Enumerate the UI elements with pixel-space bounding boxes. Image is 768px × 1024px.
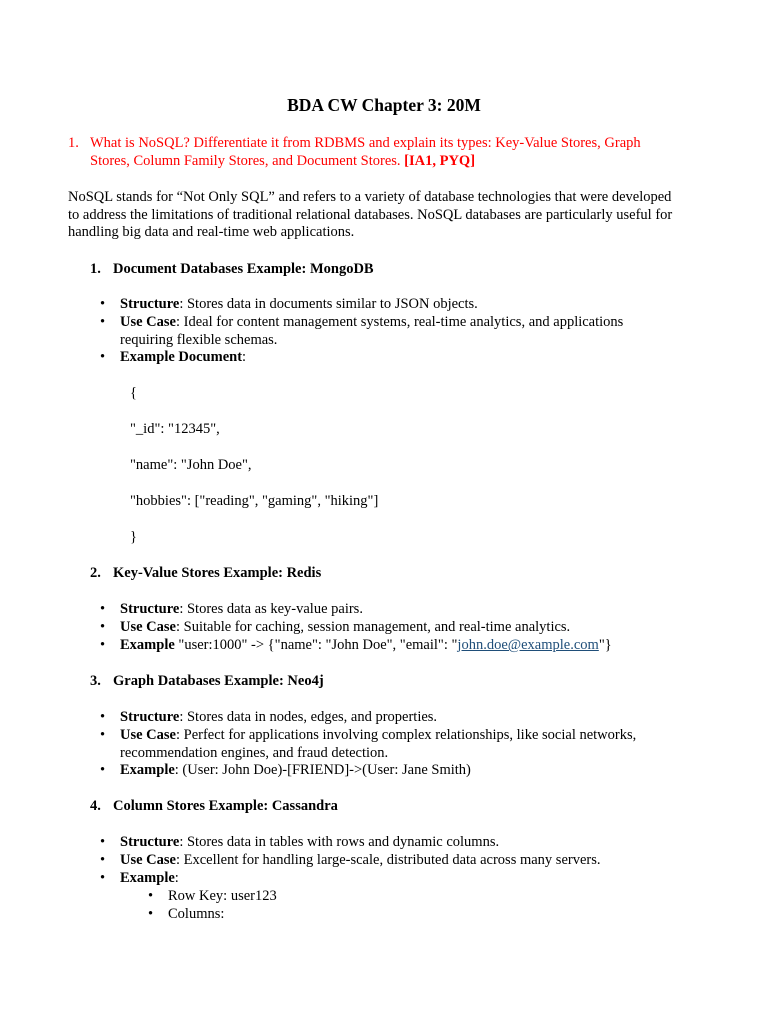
section-number: 3. [90,673,101,689]
bullet-label: Structure [120,601,180,617]
bullet-label: Use Case [120,852,176,868]
bullet-example [100,637,690,655]
bullet-label: Structure [120,296,180,312]
bullet-label: Example [120,637,175,653]
bullet-icon: • [100,762,106,778]
bullet-icon: • [100,349,106,365]
code-line: "hobbies": ["reading", "gaming", "hiking"] [130,493,379,509]
bullet-label: Example [120,870,175,886]
bullet-label: Example Document [120,349,243,365]
bullet-text: : Stores data in documents similar to JSON objects. [179,296,478,312]
bullet-use-case [100,727,690,762]
bullet-example [100,762,690,780]
sub-bullet [148,906,224,924]
code-line: "name": "John Doe", [130,457,252,473]
bullet-icon: • [100,637,106,653]
bullet-text-cont: requiring flexible schemas. [120,331,278,348]
bullet-label: Example [120,762,175,778]
section-heading-graph [90,673,690,691]
bullet-text: : Excellent for handling large-scale, distributed data across many servers. [175,852,601,868]
sub-bullet-text: Row Key: user123 [168,888,277,904]
email-link[interactable]: john.doe@example.com [457,637,599,653]
question-1 [68,135,688,170]
section-heading-key-value [90,565,690,583]
sub-bullet-text: Columns: [168,906,225,922]
bullet-structure [100,834,690,852]
bullet-icon: • [100,834,106,850]
question-tag: [IA1, PYQ] [404,152,476,169]
intro-line-1: NoSQL stands for “Not Only SQL” and refers to a variety of database technologies that were developed [68,189,672,205]
bullet-icon: • [100,619,106,635]
bullet-icon: • [100,727,106,743]
bullet-example [100,349,690,367]
bullet-use-case [100,314,690,349]
bullet-text: : [242,349,247,365]
section-heading-column [90,798,690,816]
bullet-structure [100,296,690,314]
bullet-text-cont: recommendation engines, and fraud detection. [120,744,389,761]
bullet-icon: • [148,906,154,922]
section-number: 2. [90,565,101,581]
intro-line-3: handling big data and real-time web applications. [68,224,355,240]
question-line-2 [90,153,688,171]
bullet-text: : (User: John Doe)-[FRIEND]->(User: Jane Smith) [174,762,471,778]
bullet-label: Use Case [120,619,176,635]
bullet-text: : [174,870,179,886]
section-number: 4. [90,798,101,814]
bullet-example [100,870,690,888]
bullet-icon: • [100,709,106,725]
section-number: 1. [90,261,101,277]
bullet-label: Structure [120,709,180,725]
bullet-use-case [100,852,690,870]
bullet-text: : Stores data in tables with rows and dynamic columns. [179,834,500,850]
section-heading-text: Column Stores Example: Cassandra [113,798,338,814]
bullet-text: : Stores data in nodes, edges, and properties. [179,709,438,725]
bullet-structure [100,601,690,619]
code-line: { [130,385,137,401]
intro-paragraph [68,189,708,242]
section-heading-text: Document Databases Example: MongoDB [113,261,374,277]
bullet-icon: • [100,852,106,868]
bullet-text: : Ideal for content management systems, real-time analytics, and applications [175,314,624,330]
bullet-text: "user:1000" -> {"name": "John Doe", "email": " [174,637,458,653]
bullet-text: : Suitable for caching, session management, and real-time analytics. [175,619,571,635]
bullet-label: Structure [120,834,180,850]
bullet-structure [100,709,690,727]
question-line-1: What is NoSQL? Differentiate it from RDBMS and explain its types: Key-Value Stores, Graph [90,135,641,151]
bullet-label: Use Case [120,314,176,330]
sub-bullet [148,888,277,906]
bullet-label: Use Case [120,727,176,743]
bullet-text: : Perfect for applications involving complex relationships, like social networks, [175,727,637,743]
page-title: BDA CW Chapter 3: 20M [287,95,481,115]
bullet-use-case [100,619,690,637]
section-heading-text: Key-Value Stores Example: Redis [113,565,322,581]
bullet-icon: • [100,870,106,886]
bullet-icon: • [100,296,106,312]
bullet-text: : Stores data as key-value pairs. [179,601,363,617]
bullet-icon: • [100,314,106,330]
question-line-2-text: Stores, Column Family Stores, and Document Stores. [90,152,405,169]
section-heading-document [90,261,690,279]
bullet-icon: • [148,888,154,904]
bullet-icon: • [100,601,106,617]
section-heading-text: Graph Databases Example: Neo4j [113,673,324,689]
question-number: 1. [68,135,79,151]
code-line: } [130,529,137,545]
code-line: "_id": "12345", [130,421,220,437]
intro-line-2: to address the limitations of traditional relational databases. NoSQL databases are particularly useful for [68,206,673,223]
bullet-text-suffix: "} [598,637,612,653]
